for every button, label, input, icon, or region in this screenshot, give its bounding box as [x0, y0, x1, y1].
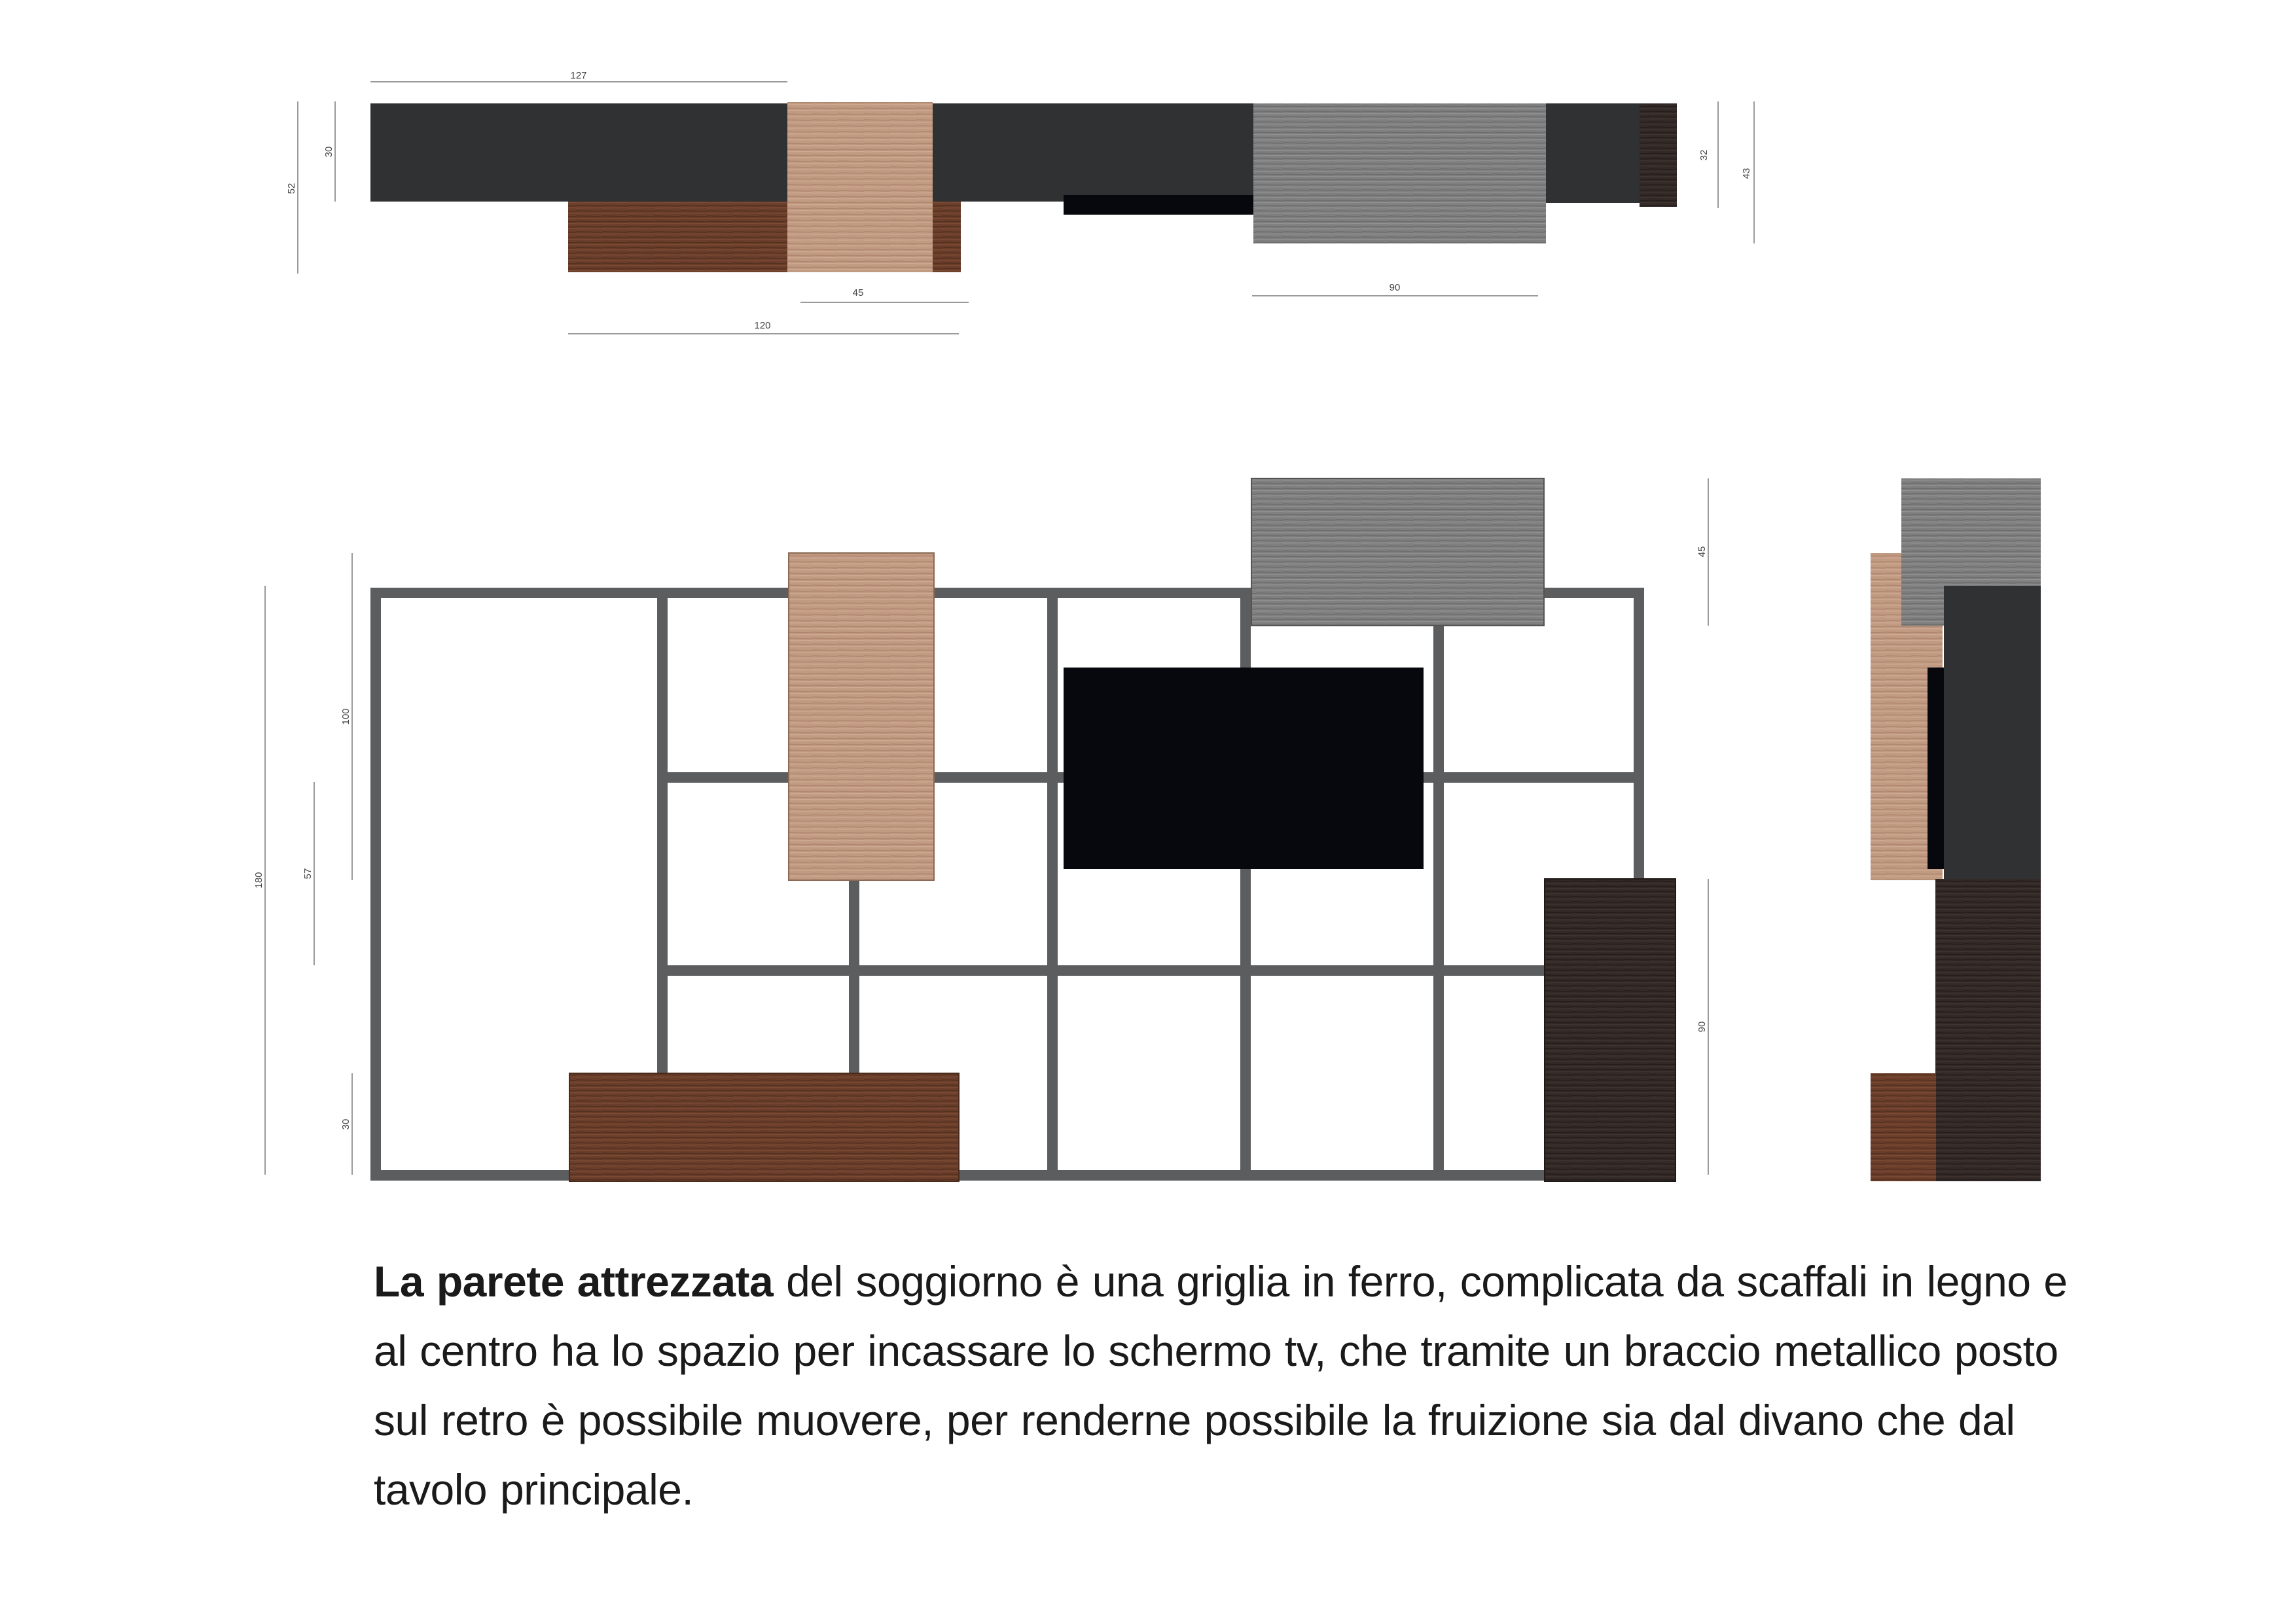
dim-elev-30: 30 [340, 1118, 351, 1130]
dim-plan-30: 30 [323, 146, 334, 158]
dim-elev-57: 57 [302, 868, 314, 880]
dim-plan-45: 45 [852, 287, 864, 298]
dim-plan-127: 127 [570, 70, 587, 81]
plan-light-oak [787, 102, 933, 272]
side-screen [1928, 668, 1944, 869]
dim-plan-43: 43 [1741, 168, 1752, 179]
dim-plan-120: 120 [754, 320, 771, 331]
dim-elev-100: 100 [340, 708, 351, 725]
dim-plan-32: 32 [1698, 149, 1710, 161]
plan-grey-box [1253, 103, 1546, 243]
elev-grey-box [1251, 478, 1544, 626]
elev-light-oak-panel [789, 553, 934, 880]
plan-view [286, 70, 1754, 334]
side-wenge [1935, 879, 2041, 1181]
caption-text [374, 1247, 2095, 1524]
caption-body: del soggiorno è una griglia in ferro, complicata da scaffali in legno e al centro ha lo spazio per incassare lo schermo tv, che tramite un braccio metallico posto sul retro è possibile muovere, per renderne possibile la fruizione sia dal divano che dal tavolo principale. [374, 1257, 2068, 1514]
iron-grid [370, 588, 1644, 1181]
plan-right-wenge [1640, 103, 1677, 207]
elev-tv-screen [1064, 668, 1424, 869]
side-walnut [1871, 1073, 1936, 1181]
caption-bold: La parete attrezzata [374, 1257, 774, 1306]
dim-elev-180: 180 [253, 872, 264, 889]
side-view [1871, 478, 2041, 1181]
plan-screen-bar [1064, 195, 1255, 215]
front-elevation [253, 478, 1708, 1181]
side-anthracite [1944, 586, 2041, 880]
elev-walnut-shelf [569, 1073, 959, 1181]
dim-elev-90: 90 [1696, 1021, 1708, 1033]
dim-plan-52: 52 [286, 183, 297, 194]
dim-plan-90: 90 [1389, 282, 1401, 293]
elev-wenge-cabinet [1545, 879, 1676, 1181]
dim-elev-45: 45 [1696, 546, 1708, 558]
